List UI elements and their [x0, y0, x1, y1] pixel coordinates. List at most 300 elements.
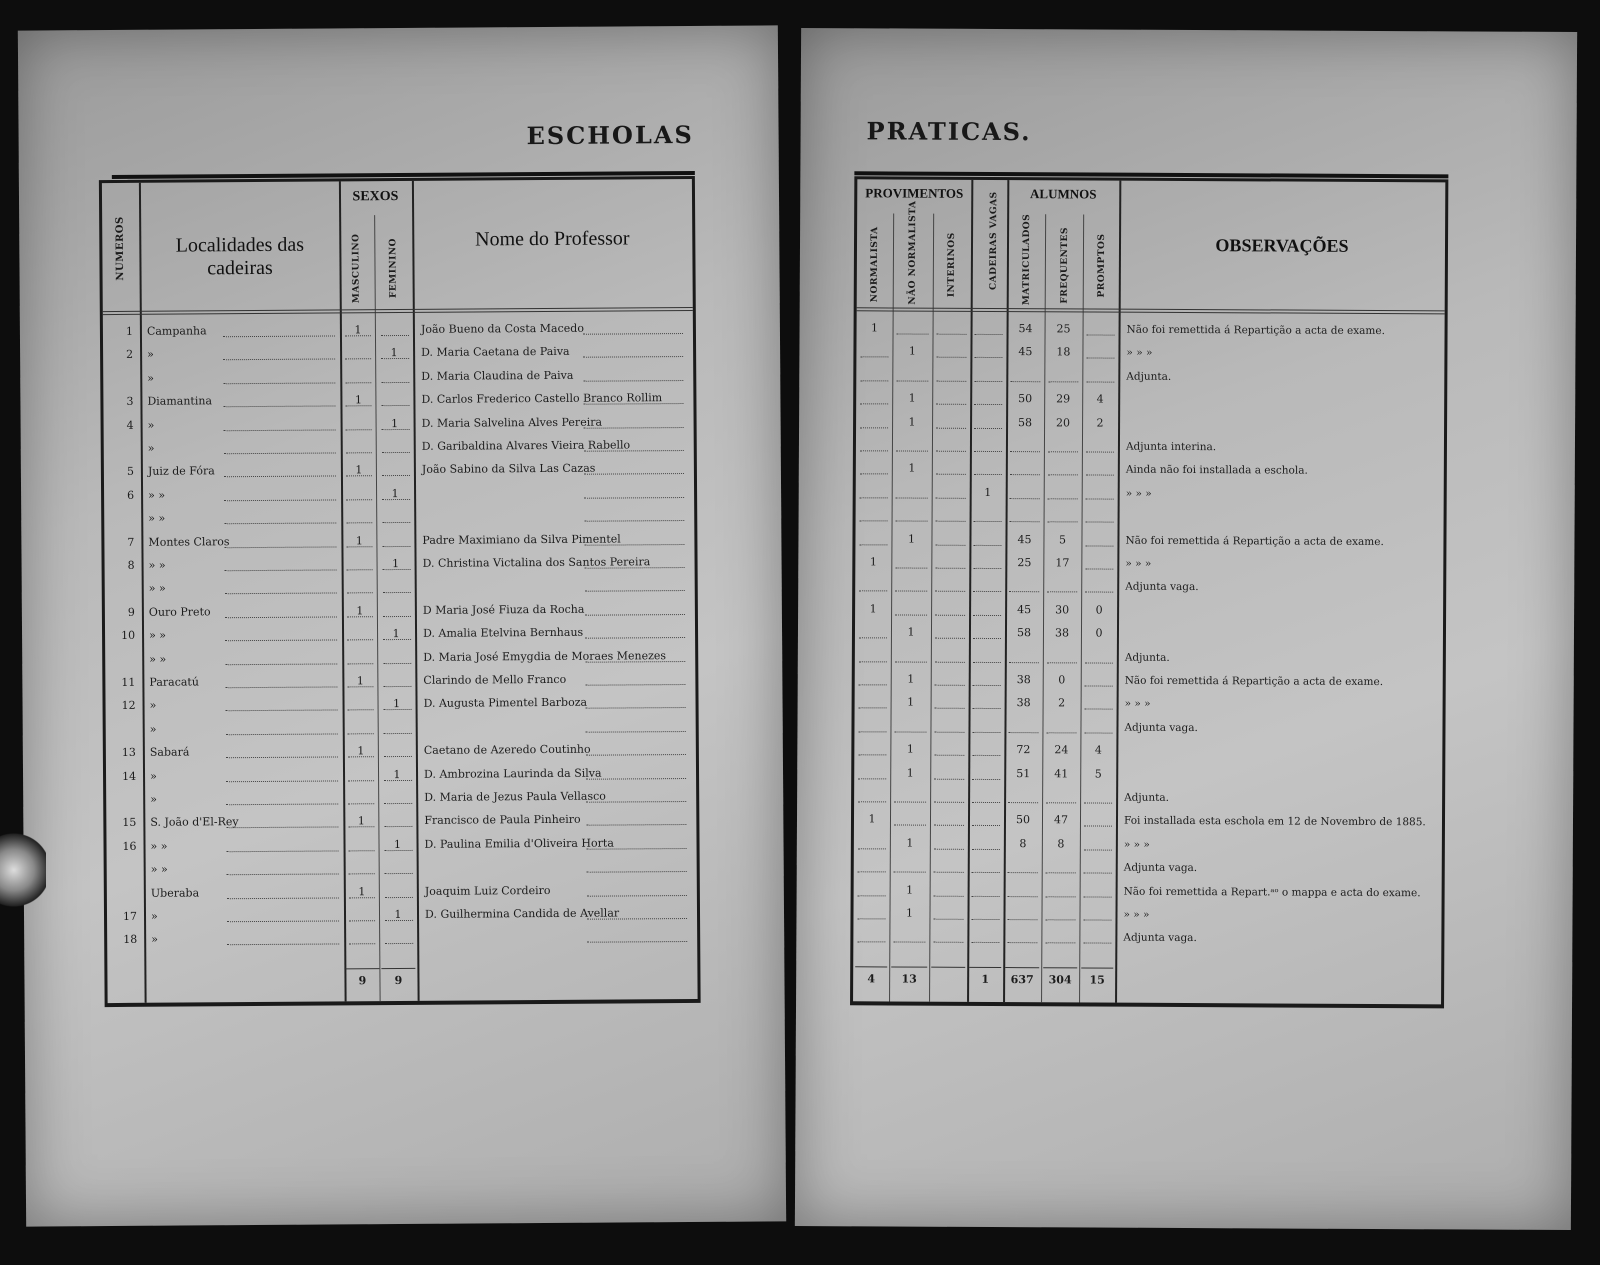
left-page-heading: ESCHOLAS — [526, 119, 694, 151]
row-feminino: 1 — [392, 627, 400, 641]
leader-dots — [584, 449, 684, 452]
leader-dots — [225, 615, 337, 618]
leader-dots — [227, 943, 339, 946]
row-localidade: Campanha — [146, 324, 207, 338]
leader-dots — [586, 730, 686, 733]
header-professor: Nome do Professor — [475, 227, 630, 251]
leader-dots — [1086, 357, 1114, 359]
row-localidade: » — [147, 371, 155, 385]
leader-dots — [934, 847, 964, 849]
leader-dots — [385, 919, 413, 921]
row-freq: 20 — [1056, 415, 1071, 429]
header-localidades: Localidades das cadeiras — [175, 233, 305, 280]
leader-dots — [226, 802, 338, 805]
leader-dots — [584, 519, 684, 522]
row-freq: 5 — [1058, 532, 1067, 546]
leader-dots — [972, 754, 1000, 756]
total-nao-normalista: 13 — [901, 972, 917, 986]
row-localidade: » — [151, 933, 158, 947]
leader-dots — [226, 732, 338, 735]
row-localidade: » » — [148, 511, 166, 525]
row-number: 9 — [127, 605, 135, 619]
leader-dots — [225, 568, 337, 571]
row-mat: 54 — [1018, 322, 1033, 336]
leader-dots — [935, 637, 965, 639]
leader-dots — [937, 333, 967, 335]
leader-dots — [346, 545, 372, 547]
leader-dots — [585, 613, 685, 616]
row-observacao: » » » — [1125, 557, 1152, 570]
row-number: 16 — [122, 839, 137, 853]
right-page — [795, 28, 1577, 1230]
table-row — [855, 625, 1443, 651]
leader-dots — [936, 496, 966, 498]
total-frequentes: 304 — [1048, 973, 1072, 987]
leader-dots — [860, 449, 888, 451]
row-feminino: 1 — [391, 416, 399, 430]
table-row — [107, 929, 697, 957]
row-prom: 4 — [1096, 392, 1104, 406]
leader-dots — [859, 590, 887, 592]
row-localidade: Sabará — [149, 745, 190, 759]
row-professor: D. Garibaldina Alvares Vieira Rabello — [421, 438, 631, 453]
leader-dots — [972, 801, 1000, 803]
row-mat: 45 — [1017, 532, 1032, 546]
leader-dots — [1009, 661, 1039, 663]
leader-dots — [346, 451, 372, 453]
table-row — [856, 368, 1444, 394]
leader-dots — [1045, 942, 1075, 944]
leader-dots — [860, 496, 888, 498]
row-freq: 24 — [1054, 743, 1069, 757]
leader-dots — [586, 777, 686, 780]
leader-dots — [934, 730, 964, 732]
leader-dots — [384, 825, 412, 827]
row-feminino: 1 — [390, 346, 398, 360]
row-nao: 1 — [906, 883, 914, 897]
header-interinos: INTERINOS — [946, 232, 958, 298]
leader-dots — [936, 379, 966, 381]
leader-dots — [894, 824, 926, 826]
row-mat: 72 — [1016, 743, 1031, 757]
row-localidade: » — [150, 792, 157, 806]
row-observacao: Adjunta interina. — [1125, 440, 1217, 454]
row-observacao: Não foi remettida á Repartição a acta de exame. — [1125, 534, 1384, 548]
table-row — [854, 789, 1442, 815]
row-observacao: Foi installada esta eschola em 12 de Novembro de 1885. — [1123, 815, 1426, 829]
leader-dots — [1046, 895, 1076, 897]
leader-dots — [933, 918, 963, 920]
row-localidade: Uberaba — [150, 886, 200, 900]
row-localidade: » » — [149, 628, 167, 642]
leader-dots — [383, 615, 411, 617]
row-observacao: Ainda não foi installada a eschola. — [1125, 464, 1308, 478]
leader-dots — [227, 896, 339, 899]
leader-dots — [1046, 731, 1076, 733]
leader-dots — [349, 896, 375, 898]
binding-clip — [0, 830, 46, 910]
row-masculino: 1 — [356, 674, 364, 688]
leader-dots — [224, 522, 336, 525]
leader-dots — [934, 777, 964, 779]
leader-dots — [1048, 474, 1078, 476]
leader-dots — [585, 566, 685, 569]
leader-dots — [348, 709, 374, 711]
leader-dots — [894, 800, 926, 802]
leader-dots — [348, 826, 374, 828]
leader-dots — [585, 683, 685, 686]
leader-dots — [224, 545, 336, 548]
leader-dots — [587, 894, 687, 897]
row-localidade: Ouro Preto — [148, 605, 211, 619]
leader-dots — [348, 802, 374, 804]
leader-dots — [896, 496, 928, 498]
leader-dots — [347, 592, 373, 594]
row-professor: Francisco de Paula Pinheiro — [424, 813, 581, 828]
row-professor: D. Amalia Etelvina Bernhaus — [423, 625, 584, 641]
row-number: 7 — [127, 535, 135, 549]
leader-dots — [972, 731, 1000, 733]
row-number: 5 — [126, 465, 134, 479]
leader-dots — [1045, 918, 1075, 920]
row-masculino: 1 — [355, 463, 363, 477]
leader-dots — [936, 403, 966, 405]
row-observacao: Adjunta vaga. — [1125, 581, 1199, 594]
row-localidade: » — [149, 769, 157, 783]
row-professor: D. Ambrozina Laurinda da Silva — [423, 766, 602, 781]
row-prom: 0 — [1095, 603, 1103, 617]
leader-dots — [346, 475, 372, 477]
table-row — [855, 602, 1443, 628]
row-mat: 58 — [1016, 626, 1032, 640]
row-norm: 1 — [871, 321, 879, 335]
row-nao: 1 — [908, 415, 916, 429]
leader-dots — [1085, 591, 1113, 593]
leader-dots — [382, 474, 410, 476]
leader-dots — [1085, 661, 1113, 663]
row-localidade: » » — [150, 839, 168, 853]
row-professor: João Sabino da Silva Las Cazas — [421, 462, 596, 477]
leader-dots — [973, 614, 1001, 616]
leader-dots — [385, 872, 413, 874]
row-feminino: 1 — [392, 557, 400, 571]
leader-dots — [347, 638, 373, 640]
row-mat: 38 — [1016, 696, 1031, 710]
row-prom: 0 — [1095, 626, 1103, 640]
leader-dots — [586, 706, 686, 709]
leader-dots — [587, 917, 687, 920]
leader-dots — [1047, 591, 1077, 593]
leader-dots — [894, 871, 926, 873]
row-observacao: Não foi remettida á Repartição a acta de exame. — [1124, 674, 1384, 689]
leader-dots — [227, 873, 339, 876]
row-freq: 17 — [1055, 556, 1070, 570]
leader-dots — [383, 638, 411, 640]
leader-dots — [586, 800, 686, 803]
header-masculino: MASCULINO — [351, 233, 362, 304]
row-masculino: 1 — [355, 533, 363, 547]
leader-dots — [382, 498, 410, 500]
leader-dots — [585, 660, 685, 663]
header-matriculados: MATRICULADOS — [1021, 213, 1033, 306]
row-freq: 29 — [1056, 392, 1071, 406]
header-cadeiras-vagas: CADEIRAS VAGAS — [988, 191, 1000, 291]
leader-dots — [971, 941, 999, 943]
table-row — [856, 391, 1444, 417]
leader-dots — [227, 849, 339, 852]
row-professor: D. Christina Victalina dos Santos Pereira — [422, 555, 651, 570]
leader-dots — [381, 404, 409, 406]
leader-dots — [384, 779, 412, 781]
row-number: 2 — [126, 348, 134, 362]
row-localidade: Diamantina — [147, 394, 213, 408]
leader-dots — [972, 848, 1000, 850]
row-mat: 58 — [1018, 415, 1033, 429]
row-localidade: » — [149, 722, 157, 736]
row-freq: 25 — [1056, 322, 1071, 336]
leader-dots — [345, 381, 371, 383]
leader-dots — [226, 826, 338, 829]
row-feminino: 1 — [391, 486, 399, 500]
row-nao: 1 — [908, 461, 916, 475]
leader-dots — [860, 402, 888, 404]
leader-dots — [1083, 918, 1111, 920]
row-localidade: » » — [148, 488, 166, 502]
table-row — [855, 532, 1443, 558]
leader-dots — [226, 756, 338, 759]
leader-dots — [345, 404, 371, 406]
row-observacao: Adjunta. — [1124, 651, 1170, 664]
leader-dots — [858, 753, 886, 755]
row-localidade: » » — [149, 652, 167, 666]
leader-dots — [1084, 872, 1112, 874]
leader-dots — [226, 779, 338, 782]
row-localidade: » — [147, 418, 155, 432]
table-row — [856, 438, 1444, 464]
leader-dots — [1010, 473, 1040, 475]
row-masculino: 1 — [354, 323, 362, 337]
leader-dots — [1084, 895, 1112, 897]
leader-dots — [896, 379, 928, 381]
leader-dots — [860, 519, 888, 521]
row-professor: D. Augusta Pimentel Barboza — [423, 696, 588, 711]
header-frequentes: FREQUENTES — [1059, 227, 1071, 304]
row-nao: 1 — [906, 742, 914, 756]
leader-dots — [974, 403, 1002, 405]
row-observacao: Adjunta vaga. — [1123, 932, 1197, 945]
row-localidade: » — [149, 699, 157, 713]
leader-dots — [1009, 590, 1039, 592]
table-row — [856, 345, 1444, 371]
leader-dots — [860, 426, 888, 428]
leader-dots — [1010, 520, 1040, 522]
leader-dots — [381, 357, 409, 359]
row-observacao: » » » — [1123, 908, 1150, 921]
leader-dots — [973, 543, 1001, 545]
leader-dots — [858, 894, 886, 896]
leader-dots — [347, 662, 373, 664]
leader-dots — [859, 707, 887, 709]
leader-dots — [858, 730, 886, 732]
leader-dots — [349, 849, 375, 851]
row-localidade: » — [150, 909, 158, 923]
leader-dots — [384, 802, 412, 804]
leader-dots — [893, 941, 925, 943]
leader-dots — [583, 332, 683, 335]
row-professor: D. Maria José Emygdia de Moraes Menezes — [423, 648, 667, 664]
leader-dots — [973, 567, 1001, 569]
leader-dots — [974, 520, 1002, 522]
leader-dots — [1085, 708, 1113, 710]
table-row — [854, 859, 1442, 885]
leader-dots — [936, 520, 966, 522]
row-feminino: 1 — [393, 767, 401, 781]
row-norm: 1 — [869, 555, 877, 569]
row-observacao: » » » — [1126, 347, 1153, 360]
leader-dots — [894, 730, 926, 732]
leader-dots — [381, 381, 409, 383]
row-professor: Joaquim Luiz Cordeiro — [424, 883, 551, 898]
row-localidade: » » — [148, 558, 166, 572]
table-row — [854, 742, 1442, 768]
row-feminino: 1 — [394, 908, 402, 922]
leader-dots — [1010, 450, 1040, 452]
leader-dots — [975, 333, 1003, 335]
row-number: 18 — [123, 933, 138, 947]
leader-dots — [895, 590, 927, 592]
left-page — [18, 25, 786, 1226]
leader-dots — [1008, 871, 1038, 873]
schools-table-left — [99, 176, 701, 1007]
leader-dots — [224, 451, 336, 454]
leader-dots — [225, 662, 337, 665]
row-professor: D. Maria Claudina de Paiva — [421, 368, 574, 383]
row-prom: 5 — [1094, 767, 1102, 781]
leader-dots — [384, 755, 412, 757]
row-number: 4 — [126, 418, 134, 432]
leader-dots — [385, 942, 413, 944]
table-row — [856, 415, 1444, 441]
leader-dots — [972, 824, 1000, 826]
leader-dots — [972, 777, 1000, 779]
leader-dots — [935, 567, 965, 569]
leader-dots — [895, 566, 927, 568]
leader-dots — [896, 449, 928, 451]
row-professor: João Bueno da Costa Macedo — [420, 321, 584, 336]
leader-dots — [1048, 450, 1078, 452]
row-number: 15 — [122, 816, 137, 830]
leader-dots — [1085, 567, 1113, 569]
leader-dots — [973, 707, 1001, 709]
leader-dots — [1046, 801, 1076, 803]
total-matriculados: 637 — [1010, 973, 1034, 987]
row-number: 3 — [126, 395, 134, 409]
leader-dots — [347, 685, 373, 687]
leader-dots — [973, 684, 1001, 686]
leader-dots — [936, 450, 966, 452]
row-mat: 45 — [1018, 345, 1033, 359]
row-norm: 1 — [868, 812, 876, 826]
leader-dots — [384, 732, 412, 734]
row-number: 17 — [122, 909, 138, 923]
table-row — [856, 508, 1444, 534]
leader-dots — [224, 428, 336, 431]
leader-dots — [934, 824, 964, 826]
leader-dots — [383, 685, 411, 687]
row-freq: 38 — [1054, 626, 1070, 640]
leader-dots — [382, 521, 410, 523]
row-freq: 41 — [1054, 766, 1069, 780]
row-masculino: 1 — [358, 884, 366, 898]
schools-table-right — [850, 176, 1448, 1008]
row-professor: D. Carlos Frederico Castello Branco Rollim — [421, 391, 663, 407]
leader-dots — [973, 590, 1001, 592]
leader-dots — [584, 426, 684, 429]
row-prom: 2 — [1096, 416, 1104, 430]
leader-dots — [857, 917, 885, 919]
leader-dots — [225, 639, 337, 642]
row-nao: 1 — [907, 625, 915, 639]
leader-dots — [348, 779, 374, 781]
row-norm: 1 — [869, 602, 877, 616]
leader-dots — [858, 777, 886, 779]
row-prom: 4 — [1094, 743, 1102, 757]
leader-dots — [974, 473, 1002, 475]
leader-dots — [895, 660, 927, 662]
row-observacao: Não foi remettida a Repart.ᵃᵒ o mappa e acta do exame. — [1123, 885, 1421, 899]
row-vag: 1 — [984, 485, 992, 499]
row-nao: 1 — [906, 766, 914, 780]
header-alumnos: ALUMNOS — [1030, 186, 1097, 202]
row-localidade: » » — [148, 582, 166, 596]
row-masculino: 1 — [356, 604, 364, 618]
total-promptos: 15 — [1089, 973, 1105, 987]
leader-dots — [857, 941, 885, 943]
row-freq: 0 — [1058, 673, 1066, 687]
leader-dots — [936, 356, 966, 358]
leader-dots — [859, 683, 887, 685]
leader-dots — [348, 732, 374, 734]
leader-dots — [858, 800, 886, 802]
row-observacao: Adjunta. — [1126, 370, 1172, 383]
leader-dots — [584, 543, 684, 546]
row-freq: 8 — [1057, 837, 1065, 851]
leader-dots — [859, 660, 887, 662]
row-nao: 1 — [907, 695, 915, 709]
row-professor: D. Maria de Jezus Paula Vellasco — [424, 789, 606, 804]
leader-dots — [935, 684, 965, 686]
table-row — [853, 930, 1441, 956]
leader-dots — [972, 871, 1000, 873]
leader-dots — [347, 568, 373, 570]
leader-dots — [972, 894, 1000, 896]
leader-dots — [1084, 825, 1112, 827]
header-nao-normalista: NÃO NORMALISTA — [907, 200, 919, 305]
leader-dots — [1083, 942, 1111, 944]
row-mat: 50 — [1018, 392, 1033, 406]
leader-dots — [974, 380, 1002, 382]
row-freq: 18 — [1056, 345, 1071, 359]
leader-dots — [584, 496, 684, 499]
leader-dots — [1007, 941, 1037, 943]
row-feminino: 1 — [393, 837, 402, 851]
table-row — [854, 836, 1442, 862]
row-freq: 47 — [1053, 813, 1069, 827]
leader-dots — [935, 707, 965, 709]
leader-dots — [858, 870, 886, 872]
row-number: 11 — [121, 675, 136, 689]
header-provimentos: PROVIMENTOS — [865, 185, 964, 201]
